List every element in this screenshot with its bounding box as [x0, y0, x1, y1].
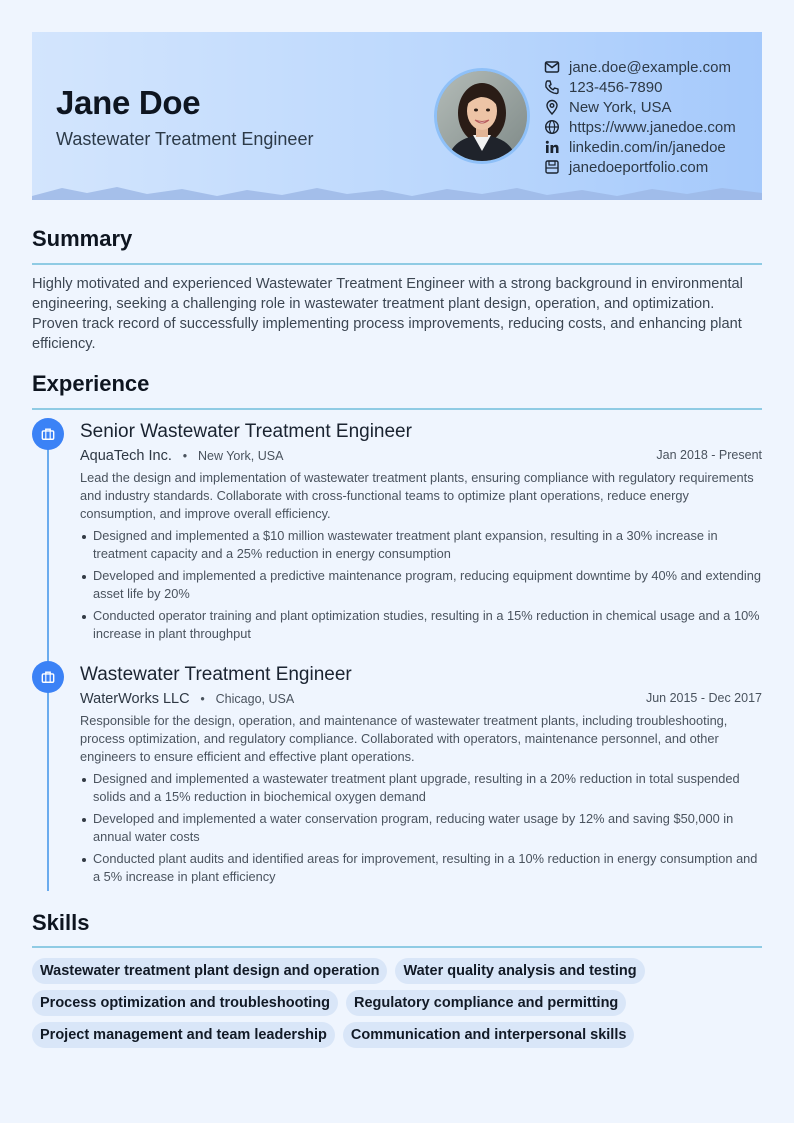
summary-text: Highly motivated and experienced Wastewater Treatment Engineer with a strong background in environmental engineering, seeking a challenging role in wastewater treatment plant design, operation, and optimization. Proven track record of successfully implementing process improvements, reducing costs, and enhancing plant efficiency. — [32, 276, 743, 352]
achievement-item: Conducted operator training and plant optimization studies, resulting in a 15% reduction in chemical usage and a 10% increase in plant throughput — [80, 607, 762, 643]
skills-heading: Skills — [32, 910, 90, 935]
job-dates: Jun 2015 - Dec 2017 — [645, 691, 762, 705]
job-entry — [80, 420, 762, 647]
skill-tag: Water quality analysis and testing — [395, 958, 644, 984]
profile-photo — [434, 68, 530, 164]
globe-icon — [544, 119, 560, 135]
experience-divider — [32, 408, 762, 410]
skill-tag: Process optimization and troubleshooting — [32, 990, 338, 1016]
skills-divider — [32, 946, 762, 948]
skill-row — [32, 1022, 762, 1048]
skill-tag: Project management and team leadership — [32, 1022, 335, 1048]
contact-phone-text: 123-456-7890 — [569, 78, 663, 96]
job-company: WaterWorks LLC — [80, 691, 190, 707]
contact-location — [544, 97, 736, 117]
job-entry — [80, 663, 762, 890]
contact-list — [544, 57, 736, 177]
skill-row — [32, 958, 762, 984]
achievement-item: Designed and implemented a wastewater treatment plant upgrade, resulting in a 20% reduction in total suspended solids and a 15% reduction in biochemical oxygen demand — [80, 770, 762, 806]
achievement-item: Designed and implemented a $10 million wastewater treatment plant expansion, resulting in a 30% increase in treatment capacity and a 25% reduction in energy consumption — [80, 527, 762, 563]
summary-heading: Summary — [32, 226, 133, 251]
job-description: Responsible for the design, operation, and maintenance of wastewater treatment plants, including troubleshooting, process optimization, and regulatory compliance. Collaborated with operators, maintenance personnel, and other engineers to ensure efficient and effective plant operations. — [80, 713, 728, 764]
contact-portfolio[interactable] — [544, 157, 736, 177]
candidate-title: Wastewater Treatment Engineer — [56, 129, 314, 149]
job-title: Senior Wastewater Treatment Engineer — [80, 421, 412, 442]
contact-linkedin-text: linkedin.com/in/janedoe — [569, 138, 726, 156]
contact-email-text: jane.doe@example.com — [569, 58, 731, 76]
job-location: Chicago, USA — [215, 692, 295, 706]
linkedin-icon — [544, 139, 560, 155]
experience-heading: Experience — [32, 371, 150, 396]
contact-website[interactable] — [544, 117, 736, 137]
contact-phone[interactable] — [544, 77, 736, 97]
job-achievements — [80, 770, 762, 886]
meta-separator: • — [193, 692, 212, 706]
skills-list — [32, 958, 762, 1054]
job-meta — [80, 447, 762, 469]
skill-row — [32, 990, 762, 1016]
skill-tag: Wastewater treatment plant design and operation — [32, 958, 387, 984]
job-location: New York, USA — [197, 449, 284, 463]
job-meta — [80, 690, 762, 712]
contact-portfolio-text: janedoeportfolio.com — [569, 158, 709, 176]
portfolio-icon — [544, 159, 560, 175]
resume-header — [32, 32, 762, 200]
meta-separator: • — [175, 449, 195, 463]
briefcase-icon — [32, 418, 64, 450]
summary-divider — [32, 263, 762, 265]
header-wave-decoration — [32, 184, 762, 200]
skill-tag: Regulatory compliance and permitting — [346, 990, 626, 1016]
job-description: Lead the design and implementation of wastewater treatment plants, ensuring compliance with regulatory requirements and industry standards. Collaborate with cross-functional teams to optimize plant operations, reduce energy consumption, and improve overall efficiency. — [80, 470, 754, 521]
job-achievements — [80, 527, 762, 643]
phone-icon — [544, 79, 560, 95]
job-title: Wastewater Treatment Engineer — [80, 664, 352, 685]
job-dates: Jan 2018 - Present — [656, 448, 762, 462]
location-pin-icon — [544, 99, 560, 115]
skill-tag: Communication and interpersonal skills — [343, 1022, 635, 1048]
contact-website-text: https://www.janedoe.com — [569, 118, 736, 136]
achievement-item: Conducted plant audits and identified areas for improvement, resulting in a 10% reduction in energy consumption and a 5% increase in plant efficiency — [80, 850, 762, 886]
briefcase-icon — [32, 661, 64, 693]
contact-linkedin[interactable] — [544, 137, 736, 157]
contact-location-text: New York, USA — [569, 98, 672, 116]
candidate-name: Jane Doe — [56, 84, 201, 121]
achievement-item: Developed and implemented a predictive maintenance program, reducing equipment downtime by 40% and extending asset life by 20% — [80, 567, 762, 603]
mail-icon — [544, 59, 560, 75]
contact-email[interactable] — [544, 57, 736, 77]
job-company: AquaTech Inc. — [80, 448, 172, 464]
achievement-item: Developed and implemented a water conservation program, reducing water usage by 12% and saving $50,000 in annual water costs — [80, 810, 762, 846]
